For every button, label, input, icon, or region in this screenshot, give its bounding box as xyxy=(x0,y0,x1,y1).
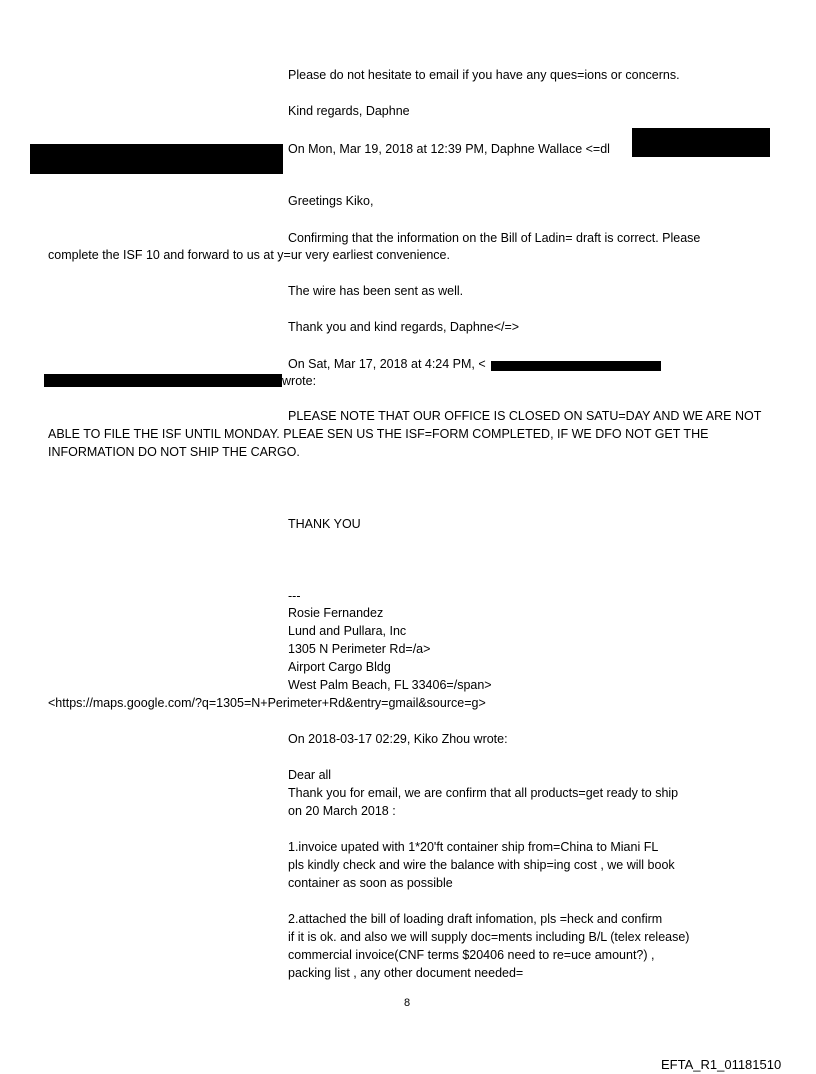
wrote-label: wrote: xyxy=(282,374,317,388)
notice-line-1: PLEASE NOTE THAT OUR OFFICE IS CLOSED ON SATU=DAY AND WE ARE NOT xyxy=(288,409,762,423)
item1-line-2: pls kindly check and wire the balance with ship=ing cost , we will book xyxy=(288,858,675,872)
signature-address-3: West Palm Beach, FL 33406=/span> xyxy=(288,678,492,692)
item2-line-1: 2.attached the bill of loading draft infomation, pls =heck and confirm xyxy=(288,912,663,926)
quote-header-sat: On Sat, Mar 17, 2018 at 4:24 PM, < xyxy=(288,357,486,371)
signature-company: Lund and Pullara, Inc xyxy=(288,624,407,638)
intro-line: Please do not hesitate to email if you have any ques=ions or concerns. xyxy=(288,68,680,82)
item2-line-3: commercial invoice(CNF terms $20406 need to re=uce amount?) , xyxy=(288,948,655,962)
confirm-line-2: complete the ISF 10 and forward to us at y=ur very earliest convenience. xyxy=(48,248,450,262)
quote-header-mon: On Mon, Mar 19, 2018 at 12:39 PM, Daphne Wallace <=dl xyxy=(288,142,610,156)
signature-address-2: Airport Cargo Bldg xyxy=(288,660,391,674)
signature-address-1: 1305 N Perimeter Rd=/a> xyxy=(288,642,431,656)
signature-map-link: <https://maps.google.com/?q=1305=N+Perimeter+Rd&entry=gmail&source=g> xyxy=(48,696,486,710)
wire-line: The wire has been sent as well. xyxy=(288,284,464,298)
bates-id: EFTA_R1_01181510 xyxy=(661,1057,782,1072)
item1-line-3: container as soon as possible xyxy=(288,876,453,890)
notice-line-2: ABLE TO FILE THE ISF UNTIL MONDAY. PLEAE SEN US THE ISF=FORM COMPLETED, IF WE DFO NOT GET THE xyxy=(48,427,709,441)
redaction-block xyxy=(491,361,661,371)
thanks-line: Thank you and kind regards, Daphne</=> xyxy=(288,320,520,334)
notice-line-3: INFORMATION DO NOT SHIP THE CARGO. xyxy=(48,445,300,459)
greeting: Greetings Kiko, xyxy=(288,194,374,208)
redaction-block xyxy=(30,144,283,174)
confirm-line-1: Confirming that the information on the Bill of Ladin= draft is correct. Please xyxy=(288,231,701,245)
item1-line-1: 1.invoice upated with 1*20'ft container ship from=China to Miani FL xyxy=(288,840,659,854)
dear-all: Dear all xyxy=(288,768,332,782)
body-line-2: on 20 March 2018 : xyxy=(288,804,396,818)
signoff-daphne: Kind regards, Daphne xyxy=(288,104,410,118)
thank-you: THANK YOU xyxy=(288,517,361,531)
body-line-1: Thank you for email, we are confirm that all products=get ready to ship xyxy=(288,786,679,800)
redaction-block xyxy=(44,374,282,387)
item2-line-2: if it is ok. and also we will supply doc=ments including B/L (telex release) xyxy=(288,930,690,944)
redaction-block xyxy=(632,128,770,157)
quote-header-kiko: On 2018-03-17 02:29, Kiko Zhou wrote: xyxy=(288,732,508,746)
item2-line-4: packing list , any other document needed= xyxy=(288,966,524,980)
signature-separator: --- xyxy=(288,589,301,603)
page-number: 8 xyxy=(404,997,411,1009)
signature-name: Rosie Fernandez xyxy=(288,606,384,620)
